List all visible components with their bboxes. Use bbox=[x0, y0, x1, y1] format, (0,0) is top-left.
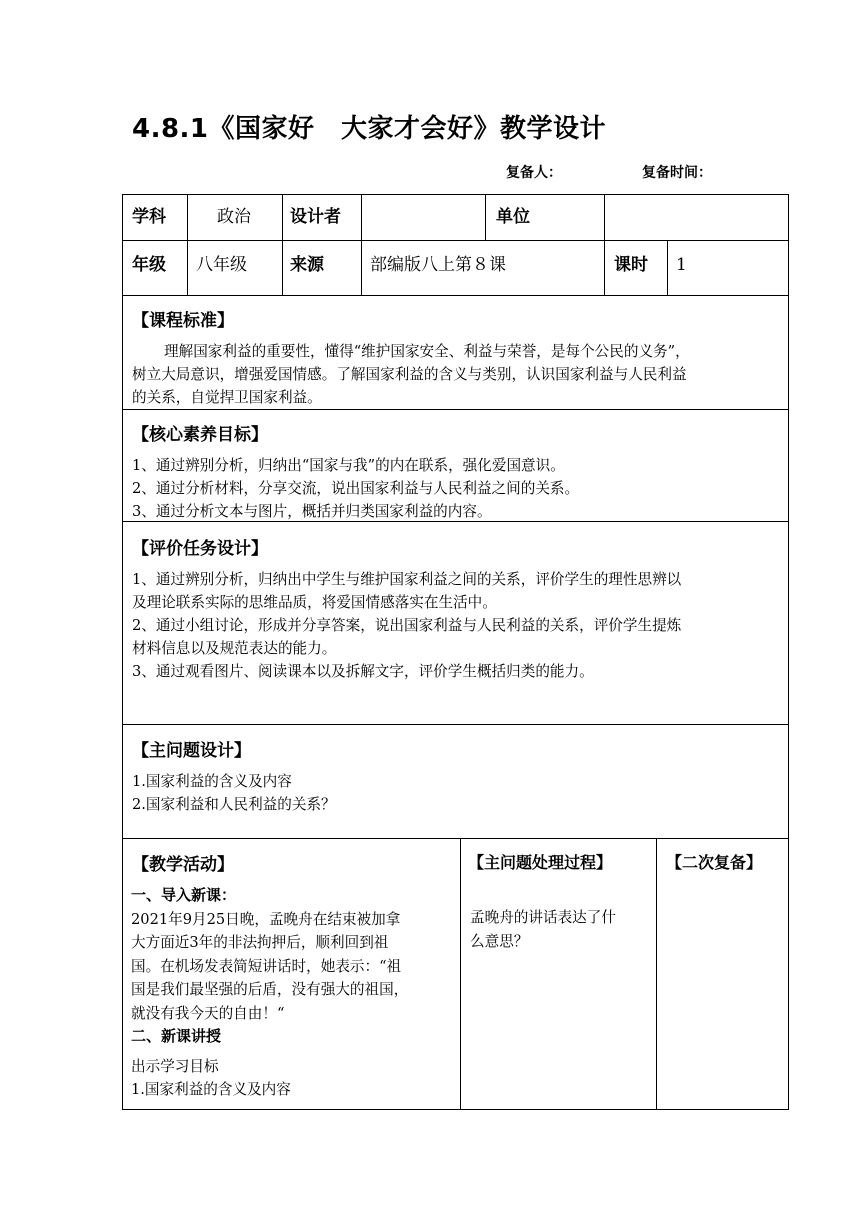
intro-line: 就没有我今天的自由！“ bbox=[131, 1004, 285, 1022]
process-line: 孟晚舟的讲话表达了什 bbox=[470, 909, 616, 926]
row-divider bbox=[122, 838, 789, 839]
table-border-left bbox=[122, 194, 123, 1110]
new-lesson-line: 出示学习目标 bbox=[131, 1057, 219, 1075]
core-goal-item: 3、通过分析文本与图片，概括并归类国家利益的内容。 bbox=[132, 503, 492, 520]
core-goals-heading: 【核心素养目标】 bbox=[132, 425, 268, 445]
intro-line: 大方面近3年的非法拘押后，顺利回到祖 bbox=[131, 934, 389, 951]
evaluation-task-line: 材料信息以及规范表达的能力。 bbox=[132, 640, 337, 657]
col-divider bbox=[604, 194, 605, 295]
col-divider bbox=[187, 194, 188, 295]
designer-label: 设计者 bbox=[290, 207, 341, 227]
main-questions-text bbox=[132, 770, 336, 816]
source-value: 部编版八上第８课 bbox=[370, 255, 506, 275]
intro-line: 国是我们最坚强的后盾，没有强大的祖国， bbox=[131, 981, 409, 998]
curriculum-standard-line: 树立大局意识，增强爱国情感。了解国家利益的含义与类别，认识国家利益与人民利益 bbox=[132, 366, 687, 383]
document-title: 4.8.1《国家好 大家才会好》教学设计 bbox=[132, 114, 607, 144]
table-border-right bbox=[788, 194, 789, 1110]
new-lesson-section-title: 二、新课讲授 bbox=[131, 1027, 222, 1045]
col-divider bbox=[460, 838, 461, 1110]
core-goal-item: 1、通过辨别分析，归纳出“国家与我”的内在联系，强化爱国意识。 bbox=[132, 457, 565, 474]
row-divider bbox=[122, 724, 789, 725]
intro-line: 国。在机场发表简短讲话时，她表示：“祖 bbox=[131, 957, 402, 975]
subject-label: 学科 bbox=[132, 207, 166, 227]
review-time-label: 复备时间： bbox=[642, 165, 712, 181]
table-border-top bbox=[122, 194, 789, 195]
teaching-activity-heading: 【教学活动】 bbox=[132, 855, 234, 875]
grade-value: 八年级 bbox=[196, 255, 247, 275]
col-divider bbox=[485, 194, 486, 240]
period-label: 课时 bbox=[614, 255, 648, 275]
curriculum-standard-line: 的关系，自觉捍卫国家利益。 bbox=[132, 389, 322, 406]
table-border-bottom bbox=[122, 1109, 789, 1110]
evaluation-tasks-heading: 【评价任务设计】 bbox=[132, 539, 268, 559]
row-divider bbox=[122, 295, 789, 296]
main-questions-heading: 【主问题设计】 bbox=[132, 741, 251, 761]
period-value: 1 bbox=[676, 255, 687, 275]
second-review-heading: 【二次复备】 bbox=[666, 853, 763, 872]
main-question-process-content bbox=[470, 906, 616, 953]
main-question-process-heading: 【主问题处理过程】 bbox=[468, 853, 613, 872]
new-lesson-line: 1.国家利益的含义及内容 bbox=[131, 1081, 291, 1098]
col-divider bbox=[282, 194, 283, 295]
main-question-item: 1.国家利益的含义及内容 bbox=[132, 773, 292, 790]
grade-label: 年级 bbox=[132, 255, 166, 275]
core-goals-text bbox=[132, 454, 579, 523]
evaluation-task-line: 3、通过观看图片、阅读课本以及拆解文字，评价学生概括归类的能力。 bbox=[132, 663, 594, 680]
evaluation-tasks-text bbox=[132, 568, 681, 683]
process-line: 么意思？ bbox=[470, 932, 529, 950]
row-divider bbox=[122, 409, 789, 410]
core-goal-item: 2、通过分析材料，分享交流，说出国家利益与人民利益之间的关系。 bbox=[132, 480, 580, 497]
reviewer-label: 复备人： bbox=[506, 165, 562, 181]
col-divider bbox=[667, 240, 668, 295]
curriculum-standard-line: 理解国家利益的重要性，懂得“维护国家安全、利益与荣誉，是每个公民的义务”， bbox=[164, 343, 690, 360]
lesson-plan-table bbox=[122, 194, 789, 1110]
col-divider bbox=[361, 194, 362, 295]
intro-line: 2021年9月25日晚，孟晚舟在结束被加拿 bbox=[131, 910, 401, 928]
evaluation-task-line: 及理论联系实际的思维品质，将爱国情感落实在生活中。 bbox=[132, 594, 497, 611]
teaching-activity-content bbox=[131, 884, 408, 1102]
source-label: 来源 bbox=[290, 255, 324, 275]
main-question-item: 2.国家利益和人民利益的关系？ bbox=[132, 796, 336, 813]
evaluation-task-line: 2、通过小组讨论，形成并分享答案，说出国家利益与人民利益的关系，评价学生提炼 bbox=[132, 617, 682, 634]
col-divider bbox=[656, 838, 657, 1110]
unit-label: 单位 bbox=[496, 207, 530, 227]
subject-value: 政治 bbox=[217, 207, 251, 227]
row-divider bbox=[122, 240, 789, 241]
curriculum-standard-text bbox=[132, 340, 690, 409]
intro-section-title: 一、导入新课： bbox=[131, 886, 237, 904]
curriculum-standard-heading: 【课程标准】 bbox=[132, 311, 234, 331]
evaluation-task-line: 1、通过辨别分析，归纳出中学生与维护国家利益之间的关系，评价学生的理性思辨以 bbox=[132, 571, 682, 588]
